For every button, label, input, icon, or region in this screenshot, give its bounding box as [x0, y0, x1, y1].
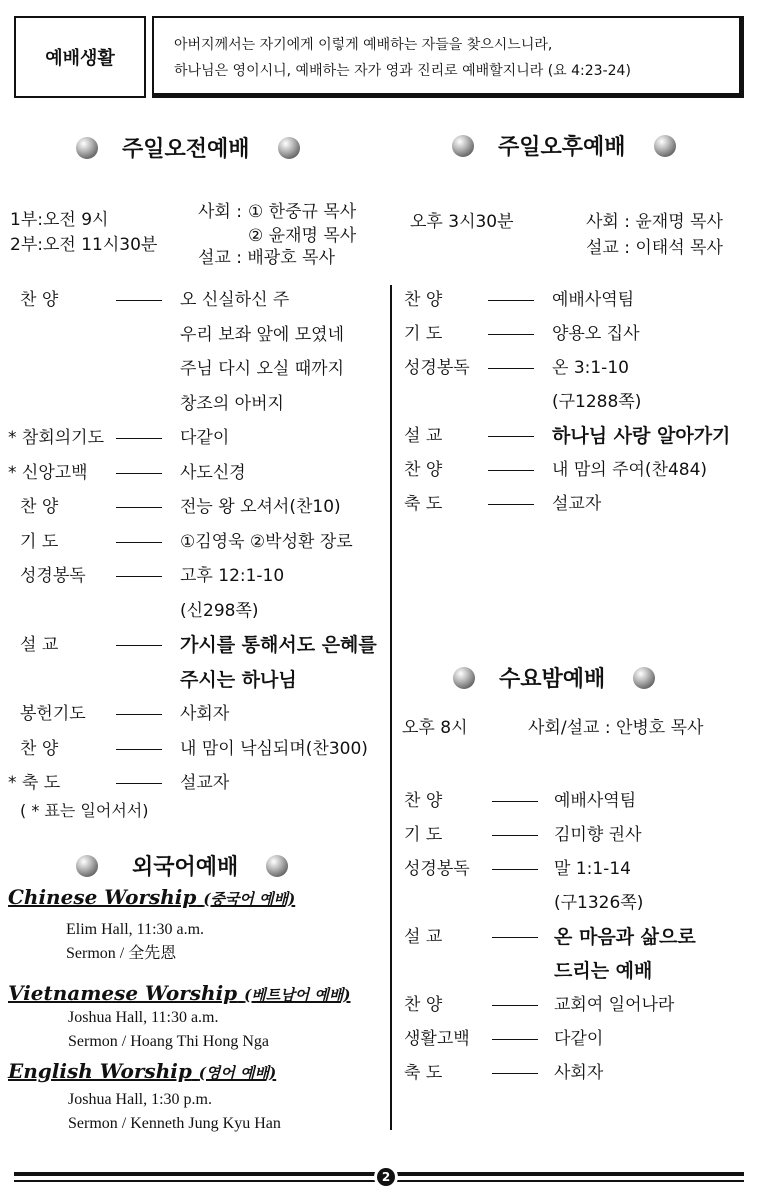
- order-row: [8, 490, 386, 524]
- order-row: [8, 732, 386, 766]
- order-item: 우리 보좌 앞에 모였네: [180, 324, 345, 345]
- english-line-1: Joshua Hall, 1:30 p.m.: [68, 1091, 212, 1108]
- order-dash: [116, 749, 162, 750]
- order-item: (신298쪽): [180, 600, 259, 621]
- order-item: 설교자: [552, 494, 602, 514]
- order-label: 찬 양: [404, 460, 443, 480]
- order-item: 오 신실하신 주: [180, 290, 290, 310]
- order-item: 예배사역팀: [554, 791, 637, 811]
- order-item: 하나님 사랑 알아가기: [552, 425, 731, 447]
- header-verse-box: [152, 16, 744, 98]
- english-subtitle: (영어 예배): [198, 1064, 277, 1082]
- morning-leader-2: ② 윤재명 목사: [248, 226, 357, 246]
- order-label: 찬 양: [404, 791, 443, 811]
- order-dash: [492, 1005, 538, 1006]
- bullet-icon: [654, 135, 676, 157]
- order-item: 사회자: [554, 1063, 604, 1083]
- order-dash: [488, 470, 534, 471]
- order-dash: [492, 869, 538, 870]
- order-label: 찬 양: [20, 738, 59, 759]
- morning-leader-1: ① 한중규 목사: [248, 202, 357, 222]
- order-row: [8, 421, 386, 455]
- order-label: * 신앙고백: [8, 462, 88, 483]
- order-item: 창조의 아버지: [180, 393, 284, 414]
- order-row: [404, 920, 754, 954]
- order-item: (구1326쪽): [554, 893, 644, 913]
- order-row: [404, 419, 754, 453]
- order-dash: [116, 507, 162, 508]
- vietnamese-worship-title: [8, 981, 350, 1005]
- morning-leader-label: 사회 :: [198, 202, 242, 222]
- order-dash: [492, 801, 538, 802]
- order-dash: [492, 937, 538, 938]
- morning-title: [76, 132, 300, 163]
- order-label: 찬 양: [20, 497, 59, 517]
- order-item: 가시를 통해서도 은혜를: [180, 634, 377, 656]
- bullet-icon: [452, 135, 474, 157]
- order-label: 봉헌기도: [20, 704, 86, 724]
- order-label: 성경봉독: [404, 859, 470, 879]
- order-item: 내 맘이 낙심되며(찬300): [180, 738, 368, 759]
- order-label: 설 교: [20, 635, 59, 655]
- order-row: [8, 525, 386, 559]
- afternoon-title-text: 주일오후예배: [498, 135, 626, 160]
- order-label: 생활고백: [404, 1029, 470, 1049]
- order-row: [8, 387, 386, 421]
- order-row: [8, 663, 386, 697]
- bullet-icon: [453, 667, 475, 689]
- bullet-icon: [633, 667, 655, 689]
- wednesday-leader: 사회/설교 : 안병호 목사: [528, 718, 704, 738]
- page-number: 2: [377, 1168, 395, 1186]
- order-row: [404, 784, 754, 818]
- bullet-icon: [76, 855, 98, 877]
- order-dash: [488, 436, 534, 437]
- foreign-title-text: 외국어예배: [132, 855, 239, 880]
- foreign-title: [76, 850, 288, 881]
- order-label: 설 교: [404, 927, 443, 947]
- order-row: [404, 283, 754, 317]
- vietnamese-subtitle: (베트남어 예배): [244, 986, 351, 1004]
- order-dash: [116, 576, 162, 577]
- order-item: 주시는 하나님: [180, 668, 297, 691]
- chinese-subtitle: (중국어 예배): [203, 890, 296, 908]
- header-label: 예배생활: [14, 16, 146, 98]
- order-label: 찬 양: [404, 995, 443, 1015]
- order-row: [8, 766, 386, 800]
- chinese-line-1: Elim Hall, 11:30 a.m.: [66, 921, 205, 938]
- order-label: 찬 양: [404, 290, 443, 310]
- order-dash: [492, 835, 538, 836]
- order-item: 양용오 집사: [552, 324, 640, 344]
- order-label: * 참회의기도: [8, 428, 105, 448]
- order-item: 사도신경: [180, 462, 246, 483]
- standing-note: ( * 표는 일어서서): [20, 801, 149, 820]
- chinese-title-text: Chinese Worship: [8, 885, 197, 909]
- order-item: 예배사역팀: [552, 290, 635, 310]
- order-item: 드리는 예배: [554, 960, 653, 982]
- order-item: (구1288쪽): [552, 392, 642, 412]
- order-row: [404, 852, 754, 886]
- afternoon-time: 오후 3시30분: [410, 212, 514, 232]
- verse-line-1: 아버지께서는 자기에게 이렇게 예배하는 자들을 찾으시느니라,: [174, 37, 553, 53]
- order-label: * 축 도: [8, 773, 61, 793]
- order-label: 기 도: [404, 324, 443, 344]
- order-label: 축 도: [404, 1063, 443, 1083]
- order-dash: [488, 334, 534, 335]
- order-label: 찬 양: [20, 290, 59, 310]
- order-item: 전능 왕 오셔서(찬10): [180, 497, 341, 517]
- vietnamese-title-text: Vietnamese Worship: [8, 981, 238, 1005]
- order-dash: [116, 714, 162, 715]
- column-divider: [390, 285, 392, 1130]
- order-row: [8, 559, 386, 593]
- morning-time-2: 2부:오전 11시30분: [10, 235, 158, 255]
- order-dash: [488, 368, 534, 369]
- order-row: [8, 628, 386, 662]
- order-row: [404, 385, 754, 419]
- order-item: 말 1:1-14: [554, 859, 631, 879]
- wednesday-title-text: 수요밤예배: [499, 667, 606, 692]
- verse-line-2: 하나님은 영이시니, 예배하는 자가 영과 진리로 예배할지니라 (요 4:23-24): [174, 63, 631, 79]
- order-row: [404, 886, 754, 920]
- vietnamese-line-2: Sermon / Hoang Thi Hong Nga: [68, 1033, 270, 1050]
- order-item: ①김영욱 ②박성환 장로: [180, 531, 353, 552]
- order-dash: [488, 504, 534, 505]
- english-title-text: English Worship: [8, 1059, 192, 1083]
- order-dash: [492, 1073, 538, 1074]
- order-label: 성경봉독: [404, 358, 470, 378]
- morning-title-text: 주일오전예배: [122, 137, 250, 162]
- order-row: [8, 352, 386, 386]
- order-row: [8, 697, 386, 731]
- english-line-2: Sermon / Kenneth Jung Kyu Han: [68, 1115, 281, 1132]
- order-dash: [116, 473, 162, 474]
- order-row: [404, 1022, 754, 1056]
- order-dash: [116, 438, 162, 439]
- order-item: 교회여 일어나라: [554, 995, 675, 1015]
- order-item: 사회자: [180, 704, 230, 724]
- afternoon-title: [452, 130, 676, 161]
- order-item: 다같이: [554, 1029, 604, 1049]
- afternoon-leader: 사회 : 윤재명 목사: [586, 212, 723, 232]
- order-row: [404, 1056, 754, 1090]
- order-item: 고후 12:1-10: [180, 566, 285, 586]
- order-label: 성경봉독: [20, 566, 86, 586]
- order-row: [404, 487, 754, 521]
- wednesday-title: [453, 662, 655, 693]
- english-worship-title: [8, 1059, 276, 1083]
- order-dash: [116, 783, 162, 784]
- order-item: 다같이: [180, 428, 230, 448]
- order-item: 주님 다시 오실 때까지: [180, 359, 345, 379]
- order-label: 기 도: [404, 825, 443, 845]
- bullet-icon: [266, 855, 288, 877]
- order-row: [404, 453, 754, 487]
- order-label: 축 도: [404, 494, 443, 514]
- order-item: 김미향 권사: [554, 825, 642, 845]
- order-dash: [116, 542, 162, 543]
- chinese-line-2: Sermon / 全先恩: [66, 945, 177, 962]
- order-label: 설 교: [404, 426, 443, 446]
- order-row: [404, 317, 754, 351]
- order-dash: [116, 300, 162, 301]
- order-dash: [492, 1039, 538, 1040]
- order-row: [404, 988, 754, 1022]
- morning-time-1: 1부:오전 9시: [10, 210, 109, 230]
- order-item: 온 3:1-10: [552, 358, 629, 378]
- order-item: 설교자: [180, 773, 230, 793]
- afternoon-preacher: 설교 : 이태석 목사: [586, 238, 723, 258]
- order-row: [8, 594, 386, 628]
- order-row: [8, 283, 386, 317]
- wednesday-time: 오후 8시: [402, 718, 468, 738]
- order-row: [8, 318, 386, 352]
- order-dash: [116, 645, 162, 646]
- bullet-icon: [278, 137, 300, 159]
- chinese-worship-title: [8, 885, 295, 909]
- bullet-icon: [76, 137, 98, 159]
- order-row: [404, 954, 754, 988]
- vietnamese-line-1: Joshua Hall, 11:30 a.m.: [68, 1009, 219, 1026]
- order-item: 내 맘의 주여(찬484): [552, 460, 708, 480]
- order-row: [404, 351, 754, 385]
- order-row: [404, 818, 754, 852]
- order-row: [8, 456, 386, 490]
- order-label: 기 도: [20, 531, 59, 552]
- order-dash: [488, 300, 534, 301]
- order-item: 온 마음과 삶으로: [554, 926, 696, 948]
- morning-preacher: 설교 : 배광호 목사: [198, 248, 335, 268]
